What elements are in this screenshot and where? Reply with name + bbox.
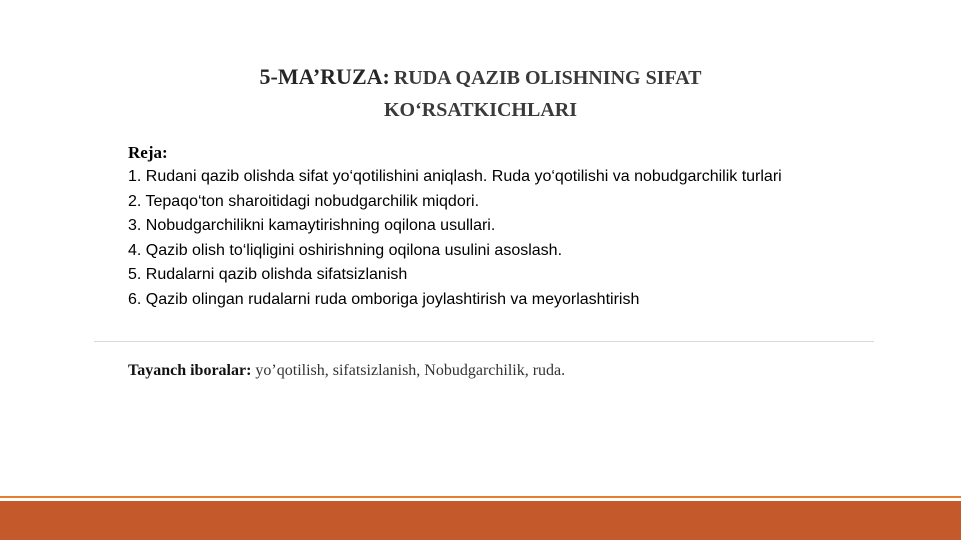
slide-title [150,62,811,125]
footer-accent-line [0,496,961,498]
plan-item-2: 2. Tepaqo‘ton sharoitidagi nobudgarchilik miqdori. [128,192,480,210]
plan-item-5: 5. Rudalarni qazib olishda sifatsizlanish [128,266,408,283]
keywords-text: yo’qotilish, sifatsizlanish, Nobudgarchilik, ruda. [255,362,566,379]
plan-section [128,142,928,312]
plan-item-6: 6. Qazib olingan rudalarni ruda omboriga joylashtirish va meyorlashtirish [128,290,640,308]
plan-item-3: 3. Nobudgarchilikni kamaytirishning oqilona usullari. [128,217,496,234]
title-rest: RUDA QAZIB OLISHNING SIFAT [393,67,702,89]
plan-heading: Reja: [128,143,168,162]
title-line-1 [150,62,811,95]
plan-item-4: 4. Qazib olish to‘liqligini oshirishning oqilona usulini asoslash. [128,241,563,259]
section-divider [94,341,874,342]
title-lead: 5-MA’RUZA: [259,64,390,89]
footer-bar [0,501,961,540]
keywords-line [128,360,888,382]
plan-item-1: 1. Rudani qazib olishda sifat yo‘qotilishini aniqlash. Ruda yo‘qotilishi va nobudgarchilik turlari [128,168,782,185]
keywords-label: Tayanch iboralar: [128,362,252,379]
title-line-2: KO‘RSATKICHLARI [384,99,577,121]
